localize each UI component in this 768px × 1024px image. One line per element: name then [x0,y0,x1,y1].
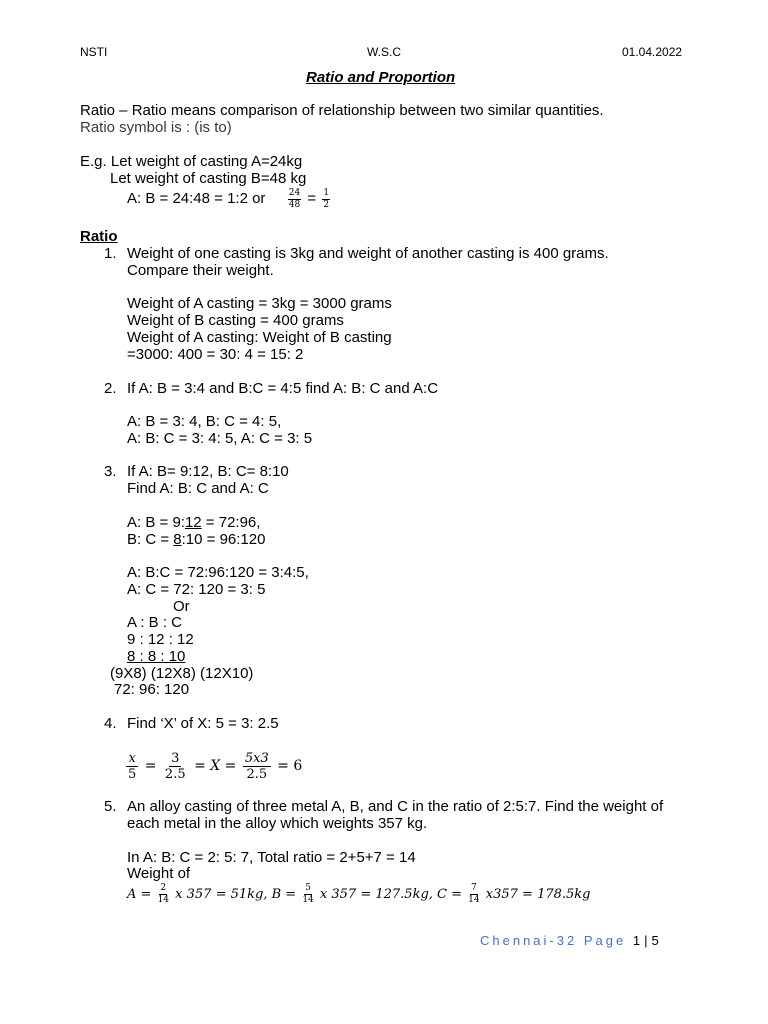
page-title: Ratio and Proportion [306,69,456,86]
q5-answer-2: Weight of [127,865,191,882]
q5-text-2: each metal in the alloy which weights 357 kg. [127,815,428,832]
q5-fraction-b: $\frac{5}{14}$ [302,883,314,905]
q3-or: Or [173,598,190,615]
q1-text-1: Weight of one casting is 3kg and weight of another casting is 400 grams. [127,245,609,262]
q4-text: Find ‘X’ of X: 5 = 3: 2.5 [127,715,279,732]
q3-number: 3. [104,463,117,480]
q4-fraction-5x3-over-2-5: $\frac{5x3}{2.5}$ [244,750,269,782]
q2-text: If A: B = 3:4 and B:C = 4:5 find A: B: C and A:C [127,380,439,397]
q3-ratio-row-5: 72: 96: 120 [114,681,190,698]
q5-text-1: An alloy casting of three metal A, B, and C in the ratio of 2:5:7. Find the weight of [127,798,664,815]
q3-ratio-row-4: (9X8) (12X8) (12X10) [110,665,254,682]
q4-equation: $\frac{x}{5}$ = $\frac{3}{2.5}$ = X = $\frac{5x3}{2.5}$ = 6 [128,750,303,782]
q3-ratio-row-3: 8 : 8 : 10 [127,648,186,665]
q5-fraction-c: $\frac{7}{14}$ [468,883,480,905]
q1-answer-1: Weight of A casting = 3kg = 3000 grams [127,295,392,312]
ratio-definition: Ratio – Ratio means comparison of relationship between two similar quantities. [80,102,604,119]
q4-fraction-x-over-5: $\frac{x}{5}$ [128,750,137,782]
q1-text-2: Compare their weight. [127,262,274,279]
q4-fraction-3-over-2-5: $\frac{3}{2.5}$ [164,750,186,782]
example-line-3: A: B = 24:48 = 1:2 or $\frac{24}{48}$ = $\frac{1}{2}$ [127,187,330,210]
footer-page-word: Page [583,933,627,948]
q3-answer-4: A: C = 72: 120 = 3: 5 [127,581,266,598]
q3-answer-1: A: B = 9:12 = 72:96, [127,514,261,531]
example-line-2: Let weight of casting B=48 kg [110,170,307,187]
q1-answer-2: Weight of B casting = 400 grams [127,312,344,329]
q3-answer-2: B: C = 8:10 = 96:120 [127,531,266,548]
example-ratio-text: A: B = 24:48 = 1:2 or [127,190,266,207]
q5-fraction-a: $\frac{2}{14}$ [157,883,170,905]
footer-page-total: 5 [651,933,659,948]
example-fraction-2: $\frac{1}{2}$ [323,187,330,210]
q2-answer-1: A: B = 3: 4, B: C = 4: 5, [127,413,282,430]
q4-number: 4. [104,715,117,732]
header-center: W.S.C [367,45,402,59]
example-fraction-1: $\frac{24}{48}$ [288,187,301,210]
footer-page-number: 1 [632,933,641,948]
q3-ratio-row-2: 9 : 12 : 12 [127,631,194,648]
ratio-symbol: Ratio symbol is : (is to) [80,119,232,136]
header-date: 01.04.2022 [622,45,683,59]
footer-place: Chennai-32 [480,933,578,948]
q5-number: 5. [104,798,117,815]
q3-text-1: If A: B= 9:12, B: C= 8:10 [127,463,289,480]
q1-answer-4: =3000: 400 = 30: 4 = 15: 2 [127,346,304,363]
q1-answer-3: Weight of A casting: Weight of B casting [127,329,392,346]
q2-answer-2: A: B: C = 3: 4: 5, A: C = 3: 5 [127,430,313,447]
example-line-1: E.g. Let weight of casting A=24kg [80,153,303,170]
header-left: NSTI [80,45,108,59]
page-footer: Chennai-32 Page 1 | 5 [480,933,659,948]
section-heading-ratio: Ratio [80,228,118,245]
q2-number: 2. [104,380,117,397]
q3-answer-3: A: B:C = 72:96:120 = 3:4:5, [127,564,309,581]
q3-ratio-row-1: A : B : C [127,614,183,631]
q5-weights-equation: A = $\frac{2}{14}$ x 357 = 51kg, B = $\frac{5}{14}$ x 357 = 127.5kg, C = $\frac{7}{14}$ x357 = 178.5kg [127,883,591,905]
q5-answer-1: In A: B: C = 2: 5: 7, Total ratio = 2+5+7 = 14 [127,849,416,866]
q3-text-2: Find A: B: C and A: C [127,480,269,497]
q1-number: 1. [104,245,117,262]
